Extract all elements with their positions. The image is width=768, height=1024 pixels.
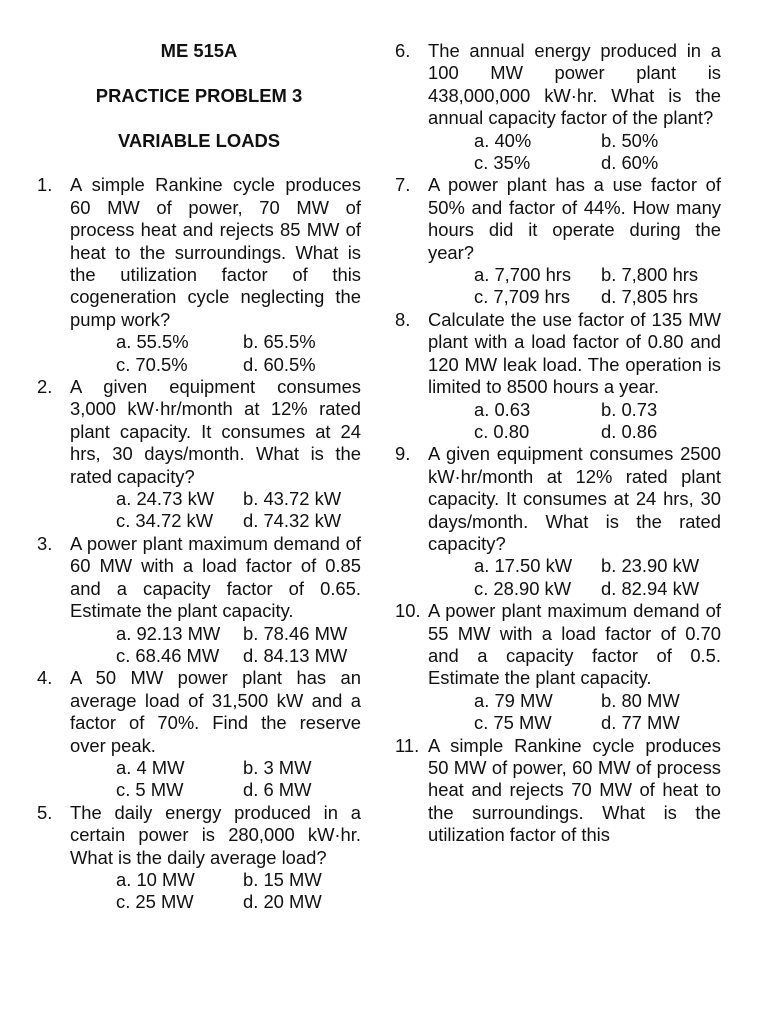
- question-text: The daily energy produced in a certain power is 280,000 kW·hr. What is the daily average load?: [70, 801, 361, 868]
- answer-option: d. 84.13 MW: [243, 644, 348, 666]
- answer-option: c. 25 MW: [116, 891, 194, 913]
- question-text: A simple Rankine cycle produces 50 MW of power, 60 MW of process heat and rejects 70 MW of heat to the surroundings. What is the utilization factor of this: [428, 734, 721, 846]
- question-number: 2.: [37, 376, 53, 398]
- answer-option: c. 5 MW: [116, 779, 184, 801]
- answer-option: b. 7,800 hrs: [601, 264, 699, 286]
- answer-option: d. 74.32 kW: [243, 510, 342, 532]
- answer-option: c. 34.72 kW: [116, 510, 214, 532]
- answer-option: c. 70.5%: [116, 353, 188, 375]
- right-column: [395, 40, 721, 847]
- right-question-list: [395, 40, 721, 847]
- answer-options: [70, 623, 361, 668]
- question-item: [37, 667, 361, 801]
- answer-option: c. 75 MW: [474, 712, 552, 734]
- question-text: A power plant has a use factor of 50% and factor of 44%. How many hours did it operate during the year?: [428, 174, 721, 263]
- question-item: [395, 600, 721, 734]
- answer-option: a. 17.50 kW: [474, 555, 573, 577]
- question-number: 5.: [37, 801, 53, 823]
- answer-options: [428, 690, 721, 735]
- question-text: A given equipment consumes 2500 kW·hr/month at 12% rated plant capacity. It consumes at 24 hrs, 30 days/month. What is the rated capacity?: [428, 443, 721, 554]
- question-number: 8.: [395, 308, 411, 330]
- answer-option: d. 60.5%: [243, 353, 316, 375]
- question-text: A power plant maximum demand of 60 MW with a load factor of 0.85 and a capacity factor of 0.65. Estimate the plant capacity.: [70, 532, 361, 622]
- answer-option: b. 15 MW: [243, 868, 322, 890]
- answer-option: d. 60%: [601, 152, 659, 174]
- question-number: 11.: [395, 734, 420, 756]
- answer-options: [428, 399, 721, 444]
- answer-option: b. 3 MW: [243, 756, 312, 778]
- question-number: 6.: [395, 40, 411, 61]
- question-item: [37, 802, 361, 914]
- question-number: 10.: [395, 600, 421, 622]
- answer-option: a. 0.63: [474, 398, 531, 420]
- answer-option: d. 7,805 hrs: [601, 286, 699, 308]
- answer-option: a. 10 MW: [116, 868, 195, 890]
- answer-option: a. 92.13 MW: [116, 622, 221, 644]
- answer-option: a. 7,700 hrs: [474, 264, 572, 286]
- question-text: A power plant maximum demand of 55 MW with a load factor of 0.70 and a capacity factor of 0.5. Estimate the plant capacity.: [428, 600, 721, 689]
- answer-option: d. 20 MW: [243, 891, 322, 913]
- question-item: [37, 174, 361, 376]
- answer-option: c. 7,709 hrs: [474, 286, 571, 308]
- answer-option: a. 24.73 kW: [116, 488, 215, 510]
- left-column: [37, 40, 361, 914]
- answer-option: c. 0.80: [474, 420, 530, 442]
- question-text: The annual energy produced in a 100 MW power plant is 438,000,000 kW·hr. What is the annual capacity factor of the plant?: [428, 40, 721, 129]
- answer-options: [70, 757, 361, 802]
- answer-options: [70, 488, 361, 533]
- answer-option: d. 82.94 kW: [601, 577, 700, 599]
- answer-option: b. 65.5%: [243, 331, 316, 353]
- answer-option: b. 78.46 MW: [243, 622, 348, 644]
- course-code: ME 515A: [160, 40, 238, 61]
- answer-option: d. 77 MW: [601, 712, 680, 734]
- question-number: 3.: [37, 532, 53, 554]
- answer-options: [428, 130, 721, 175]
- answer-option: b. 0.73: [601, 398, 658, 420]
- question-item: [395, 443, 721, 600]
- question-item: [395, 735, 721, 847]
- answer-options: [428, 264, 721, 309]
- problem-set-title: PRACTICE PROBLEM 3: [95, 84, 303, 106]
- question-number: 7.: [395, 174, 411, 196]
- question-number: 1.: [37, 174, 53, 196]
- question-item: [37, 376, 361, 533]
- left-question-list: [37, 174, 361, 913]
- question-text: Calculate the use factor of 135 MW plant with a load factor of 0.80 and 120 MW leak load. The operation is limited to 8500 hours a year.: [428, 308, 721, 398]
- answer-options: [70, 331, 361, 376]
- question-item: [395, 40, 721, 174]
- question-item: [37, 533, 361, 667]
- answer-option: d. 0.86: [601, 420, 658, 442]
- answer-option: a. 40%: [474, 129, 532, 151]
- answer-option: b. 43.72 kW: [243, 488, 342, 510]
- answer-option: a. 79 MW: [474, 689, 553, 711]
- answer-option: b. 23.90 kW: [601, 555, 700, 577]
- question-item: [395, 309, 721, 443]
- question-text: A 50 MW power plant has an average load of 31,500 kW and a factor of 70%. Find the reserve over peak.: [70, 667, 361, 756]
- answer-options: [70, 869, 361, 914]
- answer-option: c. 68.46 MW: [116, 644, 220, 666]
- answer-option: b. 50%: [601, 129, 659, 151]
- answer-option: a. 55.5%: [116, 331, 189, 353]
- answer-option: d. 6 MW: [243, 779, 312, 801]
- topic-title: VARIABLE LOADS: [117, 129, 281, 151]
- question-text: A simple Rankine cycle produces 60 MW of power, 70 MW of process heat and rejects 85 MW of heat to the surroundings. What is the utilization factor of this cogeneration cycle neglecting the pump work?: [70, 174, 361, 330]
- question-number: 4.: [37, 667, 53, 689]
- question-text: A given equipment consumes 3,000 kW·hr/month at 12% rated plant capacity. It consumes at 24 hrs, 30 days/month. What is the rated capacity?: [70, 376, 361, 487]
- question-item: [395, 174, 721, 308]
- answer-options: [428, 555, 721, 600]
- answer-option: c. 28.90 kW: [474, 577, 572, 599]
- answer-option: b. 80 MW: [601, 689, 680, 711]
- answer-option: a. 4 MW: [116, 756, 185, 778]
- question-number: 9.: [395, 443, 411, 465]
- answer-option: c. 35%: [474, 152, 531, 174]
